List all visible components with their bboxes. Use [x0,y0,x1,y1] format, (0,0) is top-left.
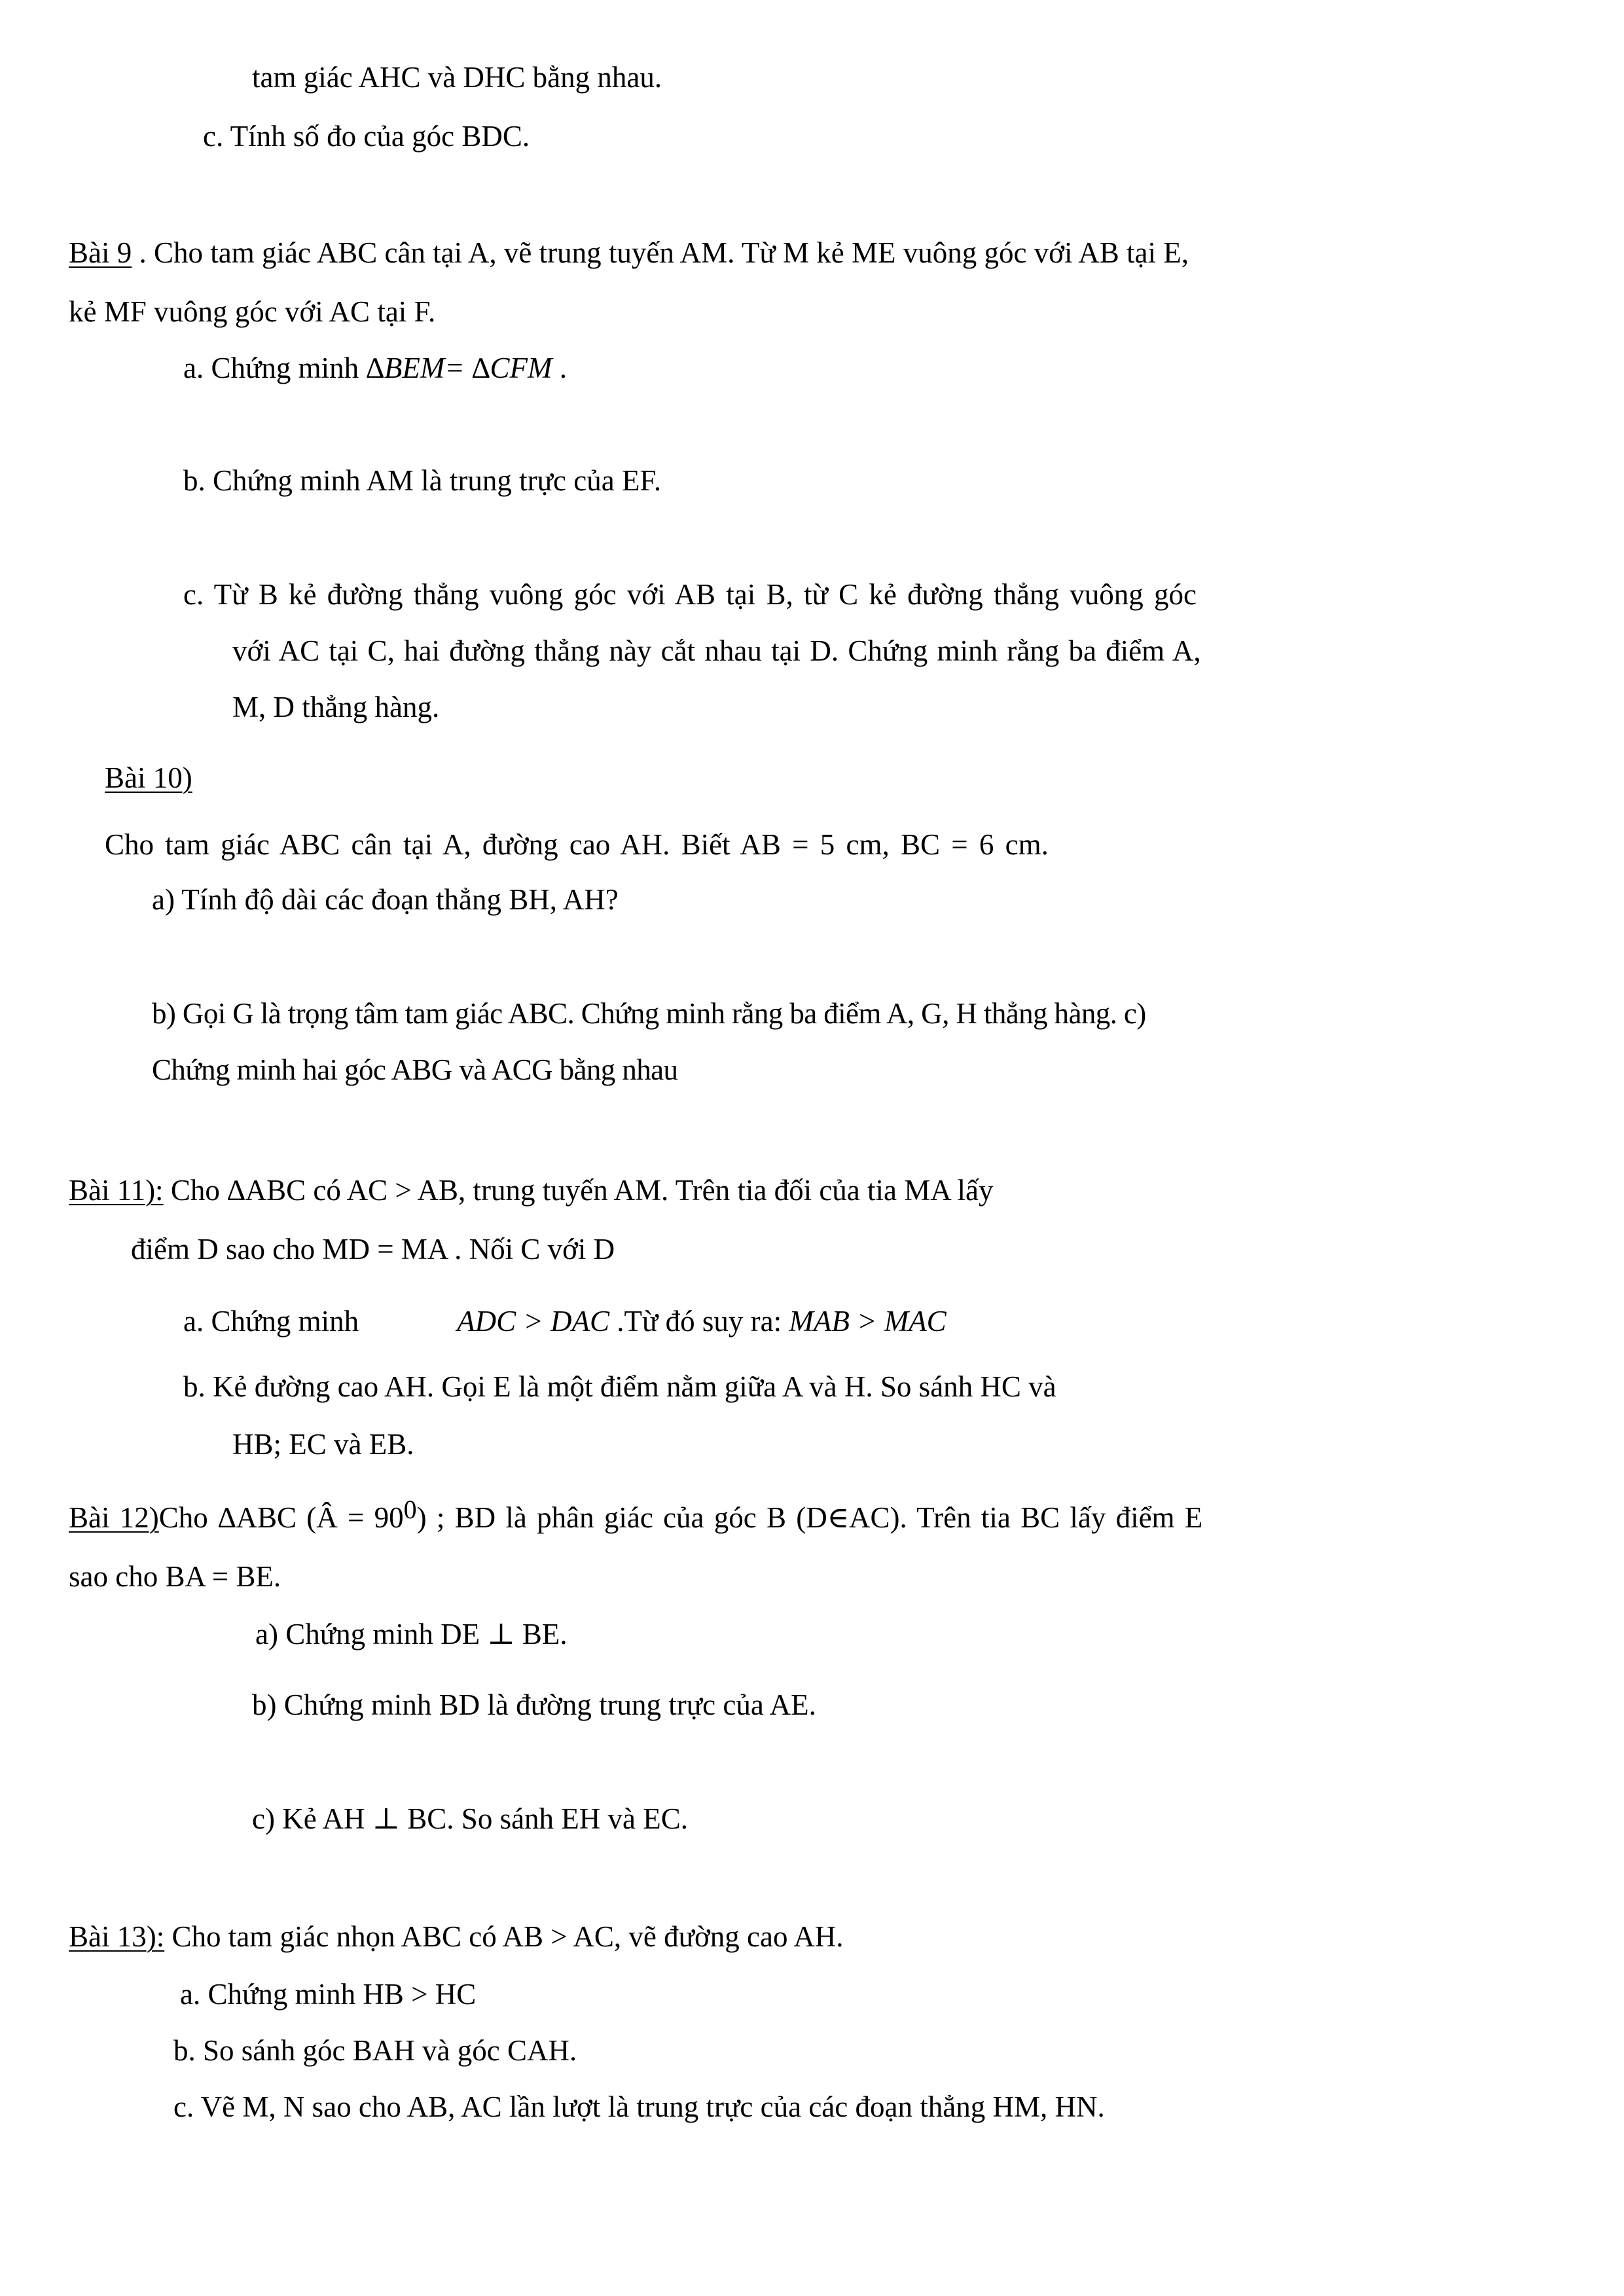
text-line: với AC tại C, hai đường thẳng này cắt nhau tại D. Chứng minh rằng ba điểm A, [232,634,1201,667]
item-12c: c) Kẻ AH ⊥ BC. So sánh EH và EC. [252,1802,689,1835]
item-9b: b. Chứng minh AM là trung trực của EF. [183,464,662,497]
exercise-9-label: Bài 9 [69,236,132,269]
text-line: sao cho BA = BE. [69,1560,281,1593]
text-line: kẻ MF vuông góc với AC tại F. [69,295,436,328]
item-9c: c. Từ B kẻ đường thẳng vuông góc với AB tại B, từ C kẻ đường thẳng vuông góc [183,578,1197,611]
exercise-12-label: Bài 12) [69,1501,159,1534]
exercise-12-text-cont: ) ; BD là phân giác của góc B (D∈AC). Trên tia BC lấy điểm E [416,1501,1203,1534]
text-line: M, D thẳng hàng. [232,691,440,723]
exercise-11-text: Cho ∆ABC có AC > AB, trung tuyến AM. Trên tia đối của tia MA lấy [163,1174,994,1207]
text-line: c. Tính số đo của góc BDC. [203,120,530,153]
exercise-13-text: Cho tam giác nhọn ABC có AB > AC, vẽ đường cao AH. [164,1920,844,1953]
item-9a-end: . [552,352,568,384]
item-13a: a. Chứng minh HB > HC [180,1978,477,2011]
exercise-9-heading [69,234,1189,271]
exercise-10-text: Cho tam giác ABC cân tại A, đường cao AH. Biết AB = 5 cm, BC = 6 cm. [105,828,1049,861]
exercise-9-text: . Cho tam giác ABC cân tại A, vẽ trung tuyến AM. Từ M kẻ ME vuông góc với AB tại E, [132,236,1189,269]
item-13b: b. So sánh góc BAH và góc CAH. [173,2034,577,2067]
item-10a: a) Tính độ dài các đoạn thẳng BH, AH? [152,883,619,916]
exercise-11-label: Bài 11): [69,1174,164,1207]
exercise-12-heading [69,1495,1203,1537]
item-11a-text: a. Chứng minh [183,1305,359,1338]
formula-adc-dac: ADC > DAC [457,1305,610,1338]
exercise-13-heading [69,1918,844,1955]
degree-superscript: 0 [403,1495,417,1524]
item-11b: b. Kẻ đường cao AH. Gọi E là một điểm nằm giữa A và H. So sánh HC và [183,1370,1056,1403]
exercise-11-heading [69,1172,994,1209]
text-line: điểm D sao cho MD = MA . Nối C với D [131,1233,615,1266]
text-line: HB; EC và EB. [232,1428,414,1461]
item-13c: c. Vẽ M, N sao cho AB, AC lần lượt là trung trực của các đoạn thẳng HM, HN. [173,2090,1105,2123]
item-12b: b) Chứng minh BD là đường trung trực của AE. [252,1688,816,1721]
item-12a: a) Chứng minh DE ⊥ BE. [255,1618,568,1650]
formula-bem-cfm: ∆BEM= ∆CFM [366,352,552,384]
exercise-10-label [105,759,192,796]
text-line: tam giác AHC và DHC bằng nhau. [252,61,662,94]
item-11a-mid: .Từ đó suy ra: [609,1305,789,1338]
formula-mab-mac: MAB > MAC [789,1305,947,1338]
item-10b: b) Gọi G là trọng tâm tam giác ABC. Chứng minh rằng ba điểm A, G, H thẳng hàng. c) [152,997,1146,1030]
exercise-12-text: Cho ∆ABC (Â = 90 [158,1501,404,1534]
item-9a-text: a. Chứng minh [183,352,367,384]
text-line: Chứng minh hai góc ABG và ACG bằng nhau [152,1053,678,1086]
item-9a [183,350,567,386]
item-11a [183,1303,947,1339]
exercise-10-label-text: Bài 10) [105,761,192,794]
exercise-13-label: Bài 13): [69,1920,165,1953]
